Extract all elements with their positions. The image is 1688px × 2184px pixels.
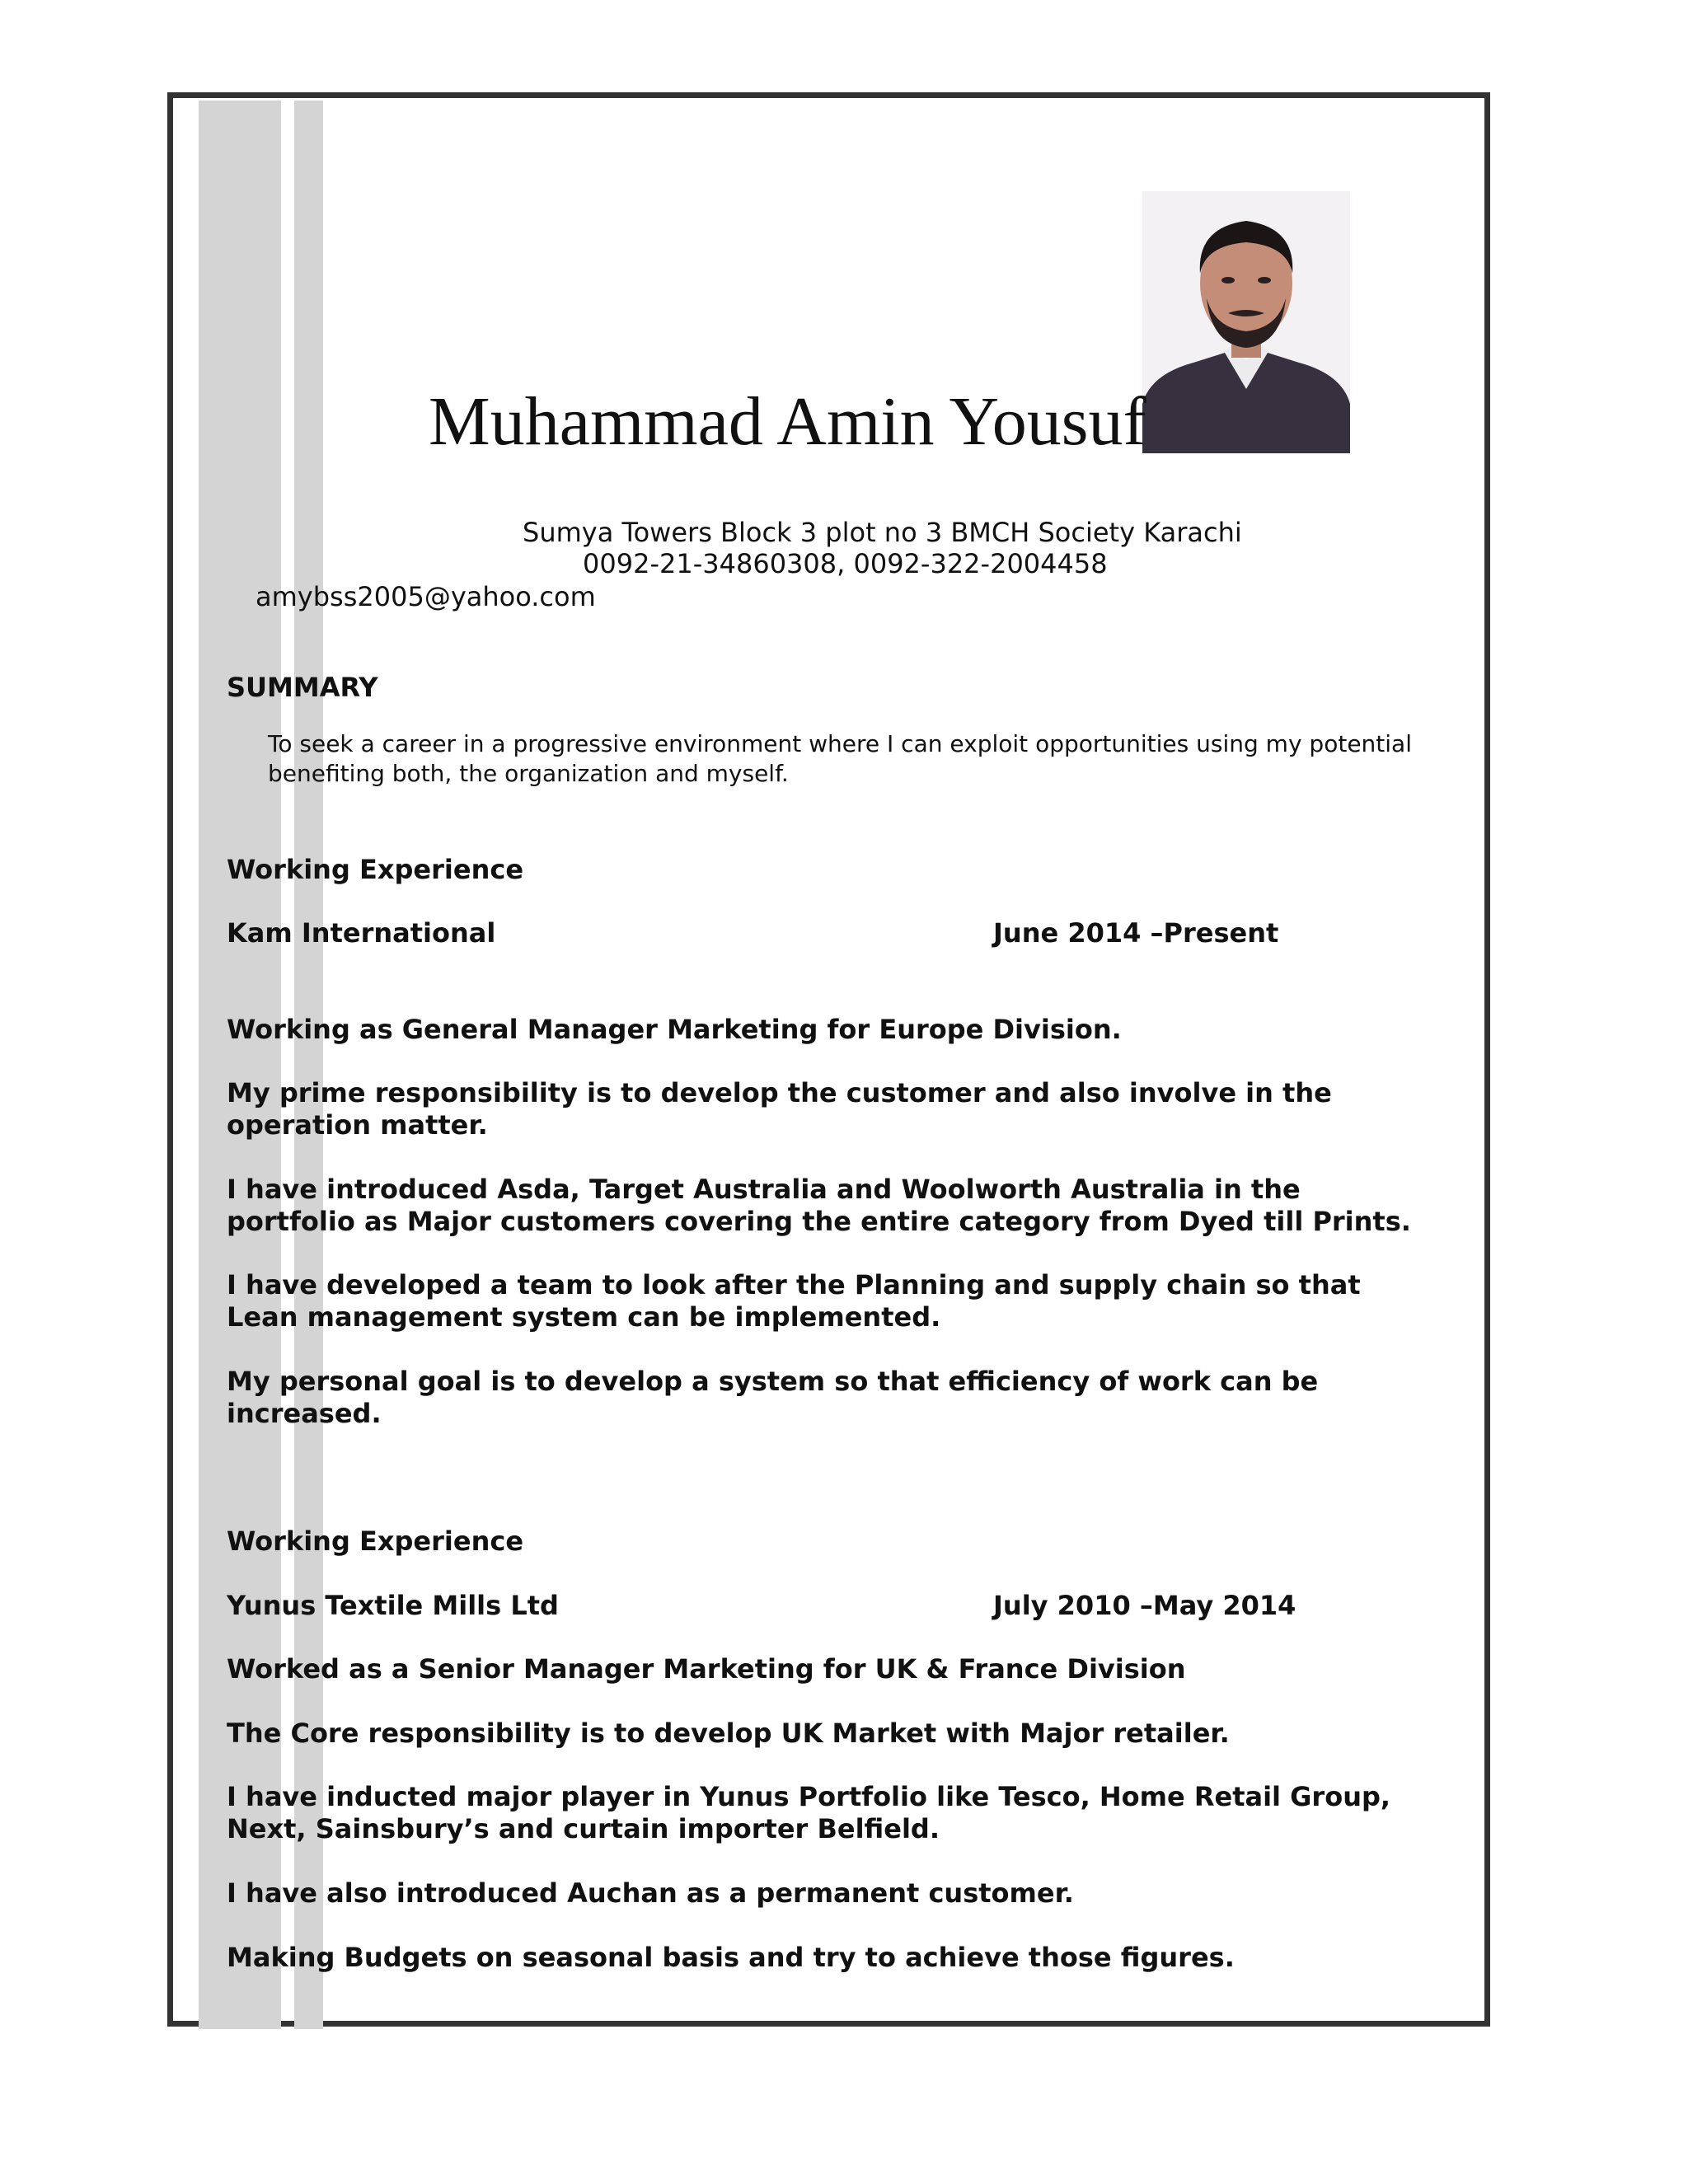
experience-paragraph: The Core responsibility is to develop UK Market with Major retailer.	[227, 1718, 1230, 1749]
experience-paragraph: Worked as a Senior Manager Marketing for UK & France Division	[227, 1653, 1186, 1685]
experience-heading: Working Experience	[227, 854, 524, 885]
phone-line: 0092-21-34860308, 0092-322-2004458	[583, 548, 1108, 579]
experience-paragraph: I have also introduced Auchan as a permanent customer.	[227, 1877, 1074, 1909]
experience-paragraph: I have inducted major player in Yunus Portfolio like Tesco, Home Retail Group, Next, Sainsbury’s and curtain importer Belfield.	[227, 1781, 1391, 1844]
experience-heading: Working Experience	[227, 1526, 524, 1557]
company-name: Yunus Textile Mills Ltd	[227, 1590, 559, 1621]
summary-heading: SUMMARY	[227, 672, 378, 703]
candidate-name: Muhammad Amin Yousuf	[429, 383, 1146, 460]
experience-paragraph: I have developed a team to look after the Planning and supply chain so that Lean management system can be implemented.	[227, 1269, 1361, 1333]
employment-dates: July 2010 –May 2014	[993, 1590, 1296, 1621]
experience-paragraph: My prime responsibility is to develop the customer and also involve in the operation matter.	[227, 1077, 1332, 1141]
address-line: Sumya Towers Block 3 plot no 3 BMCH Society Karachi	[523, 517, 1242, 548]
employment-dates: June 2014 –Present	[993, 917, 1279, 949]
portrait-image	[1142, 191, 1350, 453]
experience-paragraph: Working as General Manager Marketing for Europe Division.	[227, 1014, 1122, 1045]
experience-paragraph: My personal goal is to develop a system so that efficiency of work can be increased.	[227, 1366, 1319, 1429]
profile-photo	[1142, 191, 1350, 453]
experience-paragraph: I have introduced Asda, Target Australia and Woolworth Australia in the portfolio as Major customers covering the entire category from Dyed till Prints.	[227, 1174, 1411, 1237]
experience-paragraph: Making Budgets on seasonal basis and try to achieve those figures.	[227, 1942, 1235, 1973]
summary-text: To seek a career in a progressive environment where I can exploit opportunities using my potential benefiting both, the organization and myself.	[268, 730, 1412, 787]
email-address: amybss2005@yahoo.com	[256, 581, 596, 612]
company-name: Kam International	[227, 917, 496, 949]
